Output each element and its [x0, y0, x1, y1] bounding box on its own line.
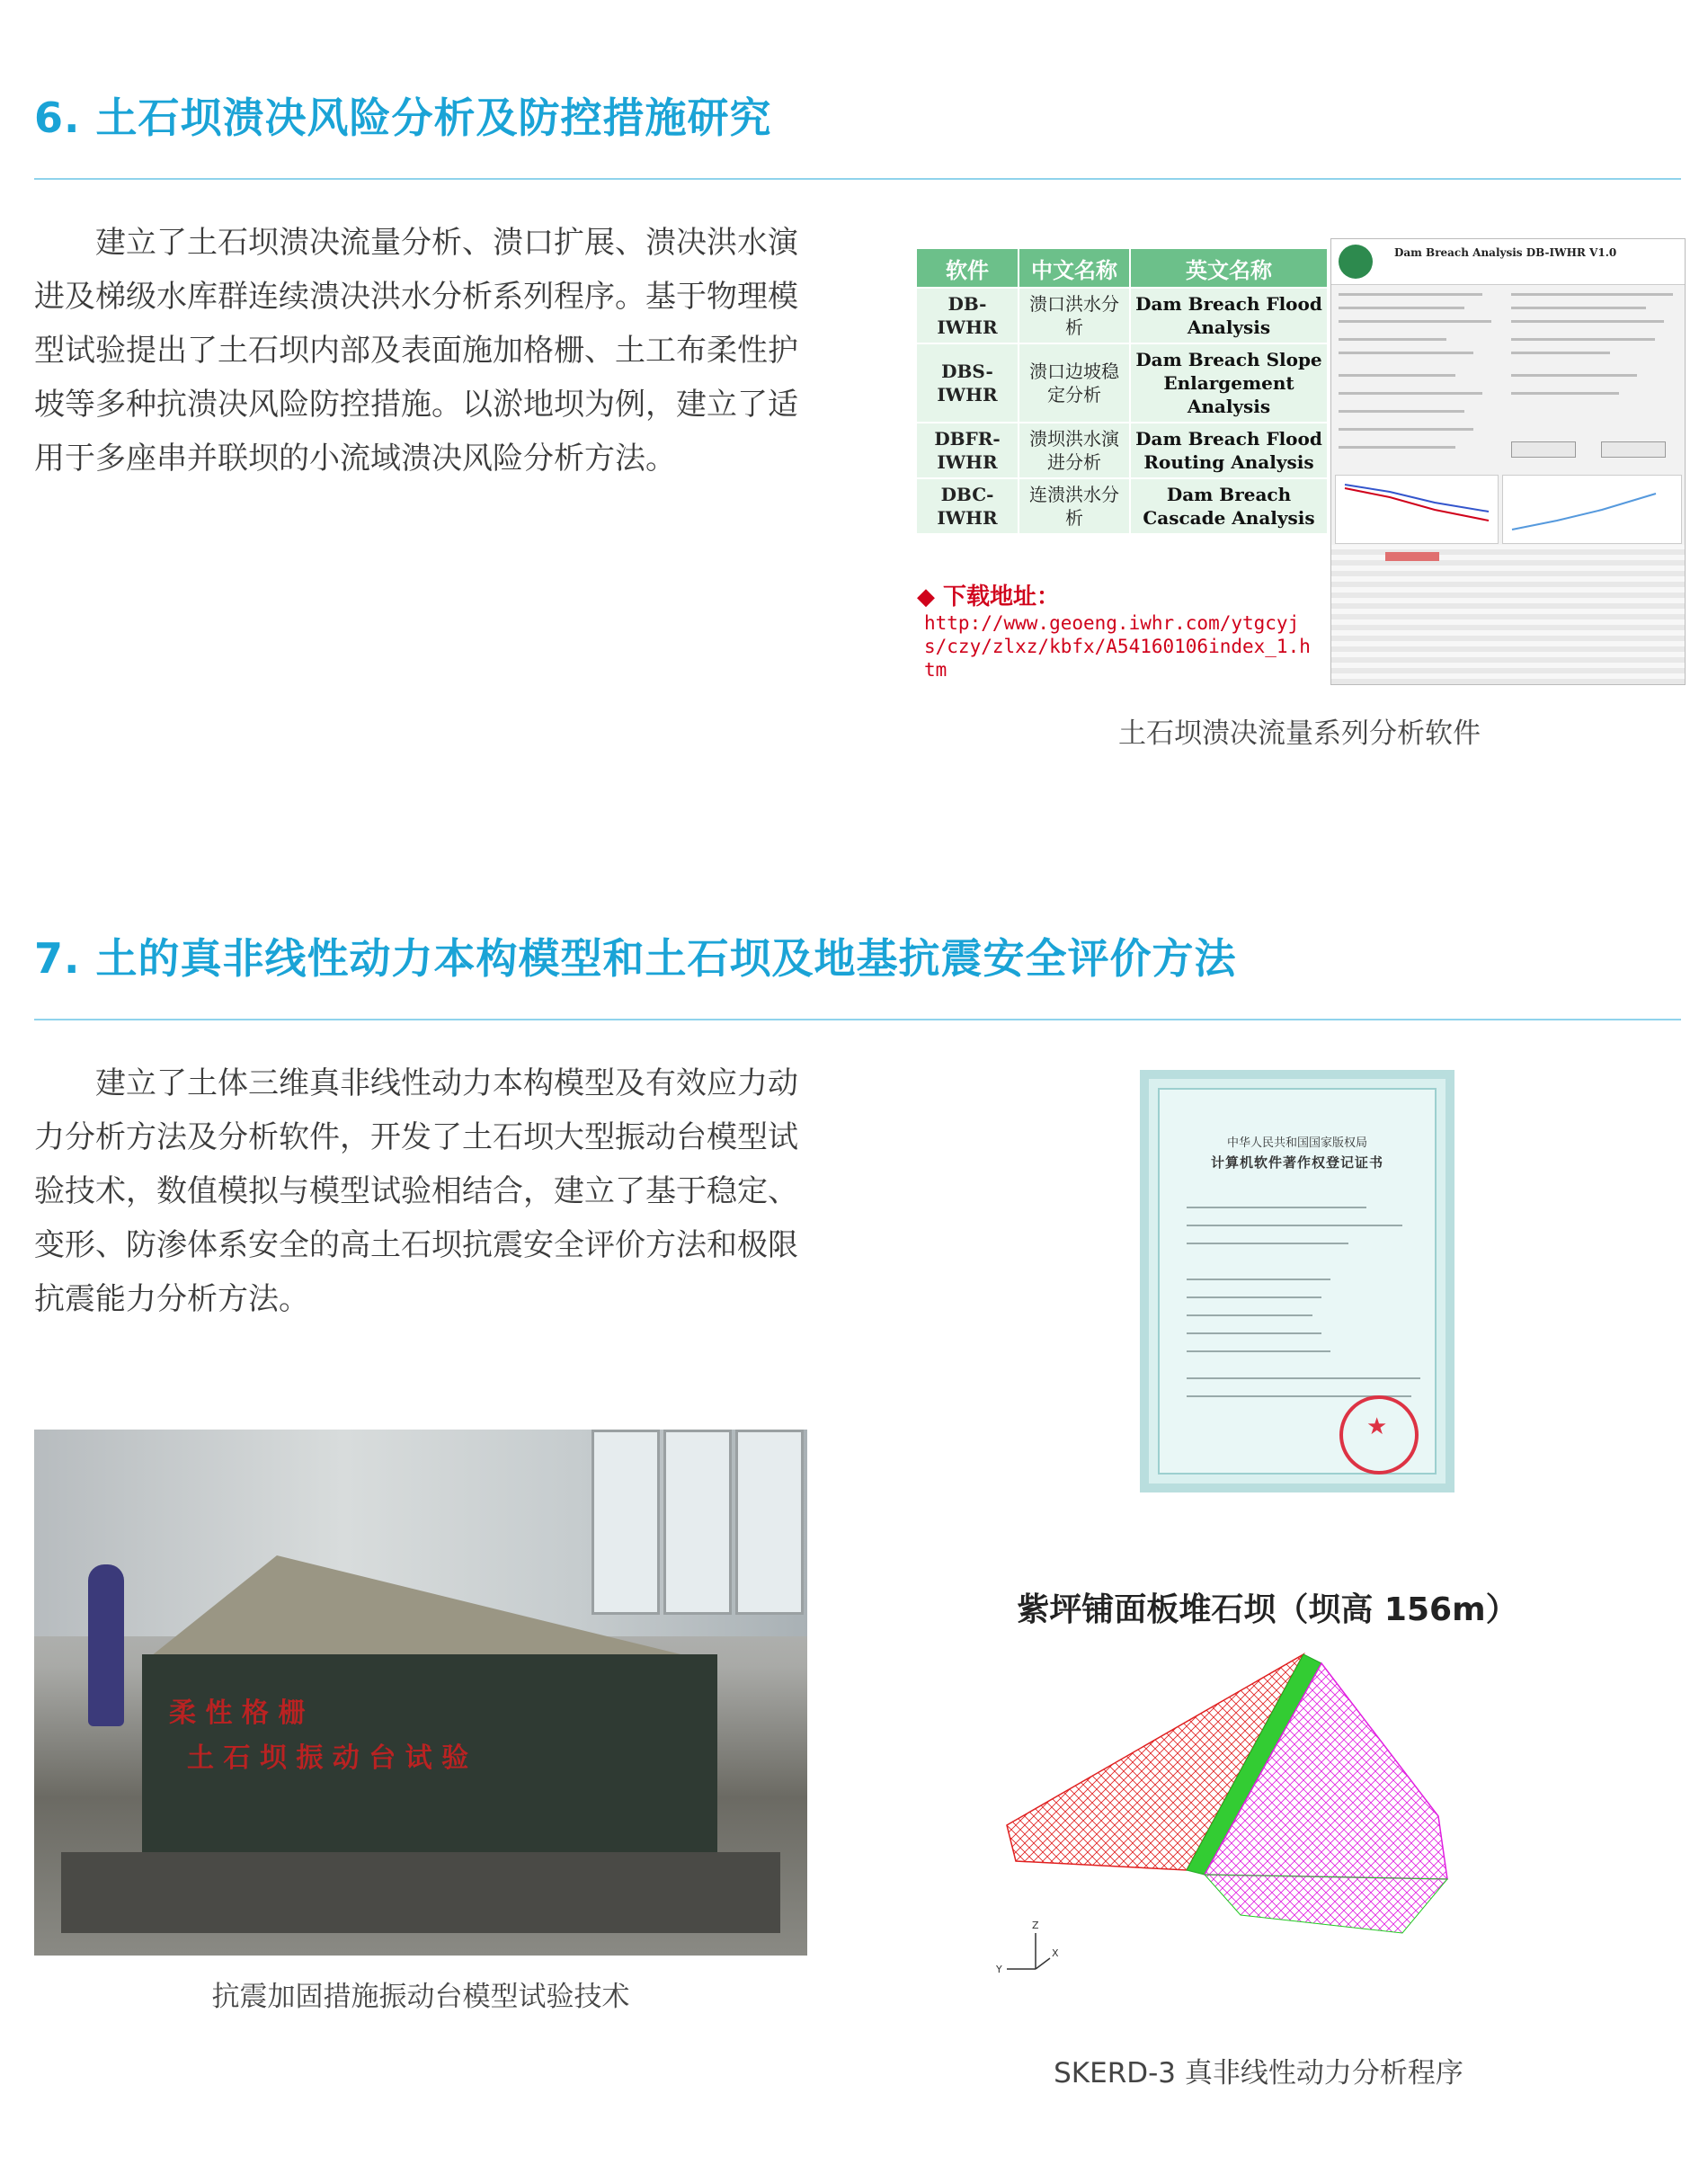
- svg-text:Z: Z: [1032, 1920, 1039, 1931]
- software-table: [915, 247, 1329, 535]
- software-en: Dam Breach Flood Analysis: [1130, 288, 1328, 343]
- svg-text:Y: Y: [996, 1964, 1002, 1975]
- software-cn: 溃口洪水分析: [1019, 288, 1130, 343]
- software-code: DBC-IWHR: [916, 478, 1019, 534]
- col-en-name: 英文名称: [1130, 248, 1328, 288]
- software-en: Dam Breach Cascade Analysis: [1130, 478, 1328, 534]
- col-software: 软件: [916, 248, 1019, 288]
- download-link[interactable]: http://www.geoeng.iwhr.com/ytgcyjs/czy/zlxz/kbfx/A54160106index_1.htm: [924, 612, 1311, 681]
- dam-mesh-figure: [980, 1636, 1519, 1996]
- mesh-caption: SKERD-3 真非线性动力分析程序: [1054, 2057, 1463, 2089]
- seal-icon: [1339, 1395, 1419, 1475]
- app-logo-icon: [1339, 245, 1373, 279]
- software-screenshot: [1330, 238, 1686, 685]
- app-calc-button: [1511, 441, 1576, 458]
- download-label: ◆ 下载地址：: [917, 584, 1061, 610]
- col-cn-name: 中文名称: [1019, 248, 1130, 288]
- table-row: [916, 288, 1328, 343]
- mesh-title: 紫坪铺面板堆石坝（坝高 156m）: [1017, 1591, 1518, 1628]
- section7-paragraph: [34, 1056, 807, 1326]
- software-code: DBFR-IWHR: [916, 423, 1019, 478]
- cert-title: 计算机软件著作权登记证书: [1210, 1154, 1383, 1171]
- section6-paragraph: [34, 216, 807, 486]
- section6-text: 建立了土石坝溃决流量分析、溃口扩展、溃决洪水演进及梯级水库群连续溃决洪水分析系列程序。基于物理模型试验提出了土石坝内部及表面施加格栅、土工布柔性护坡等多种抗溃决风险防控措施。以淤地坝为例，建立了适用于多座串并联坝的小流域溃决风险分析方法。: [34, 225, 798, 477]
- section6-title: 6. 土石坝溃决风险分析及防控措施研究: [34, 94, 772, 142]
- table-row: [916, 478, 1328, 534]
- software-cn: 连溃洪水分析: [1019, 478, 1130, 534]
- software-en: Dam Breach Flood Routing Analysis: [1130, 423, 1328, 478]
- shaking-table-photo: 柔 性 格 栅 土 石 坝 振 动 台 试 验: [34, 1430, 807, 1956]
- app-data-grid: [1331, 545, 1685, 684]
- software-en: Dam Breach Slope Enlargement Analysis: [1130, 343, 1328, 423]
- photo-caption: 抗震加固措施振动台模型试验技术: [211, 1981, 630, 2013]
- software-code: DB-IWHR: [916, 288, 1019, 343]
- software-cn: 溃坝洪水演进分析: [1019, 423, 1130, 478]
- section7-text: 建立了土体三维真非线性动力本构模型及有效应力动力分析方法及分析软件，开发了土石坝大型振动台模型试验技术，数值模拟与模型试验相结合，建立了基于稳定、变形、防渗体系安全的高土石坝抗震安全评价方法和极限抗震能力分析方法。: [34, 1065, 798, 1317]
- table-row: [916, 343, 1328, 423]
- app-export-button: [1601, 441, 1666, 458]
- svg-text:X: X: [1052, 1947, 1059, 1959]
- copyright-certificate: [1140, 1070, 1454, 1492]
- app-plot-left: [1335, 475, 1499, 544]
- app-title: Dam Breach Analysis DB-IWHR V1.0: [1394, 246, 1617, 259]
- section7-divider: [34, 1019, 1681, 1020]
- section7-title: 7. 土的真非线性动力本构模型和土石坝及地基抗震安全评价方法: [34, 934, 1237, 983]
- software-caption: 土石坝溃决流量系列分析软件: [1118, 717, 1481, 750]
- software-cn: 溃口边坡稳定分析: [1019, 343, 1130, 423]
- section6-divider: [34, 178, 1681, 180]
- app-plot-right: [1502, 475, 1682, 544]
- cert-issuer: 中华人民共和国国家版权局: [1226, 1136, 1367, 1150]
- software-code: DBS-IWHR: [916, 343, 1019, 423]
- table-row: [916, 423, 1328, 478]
